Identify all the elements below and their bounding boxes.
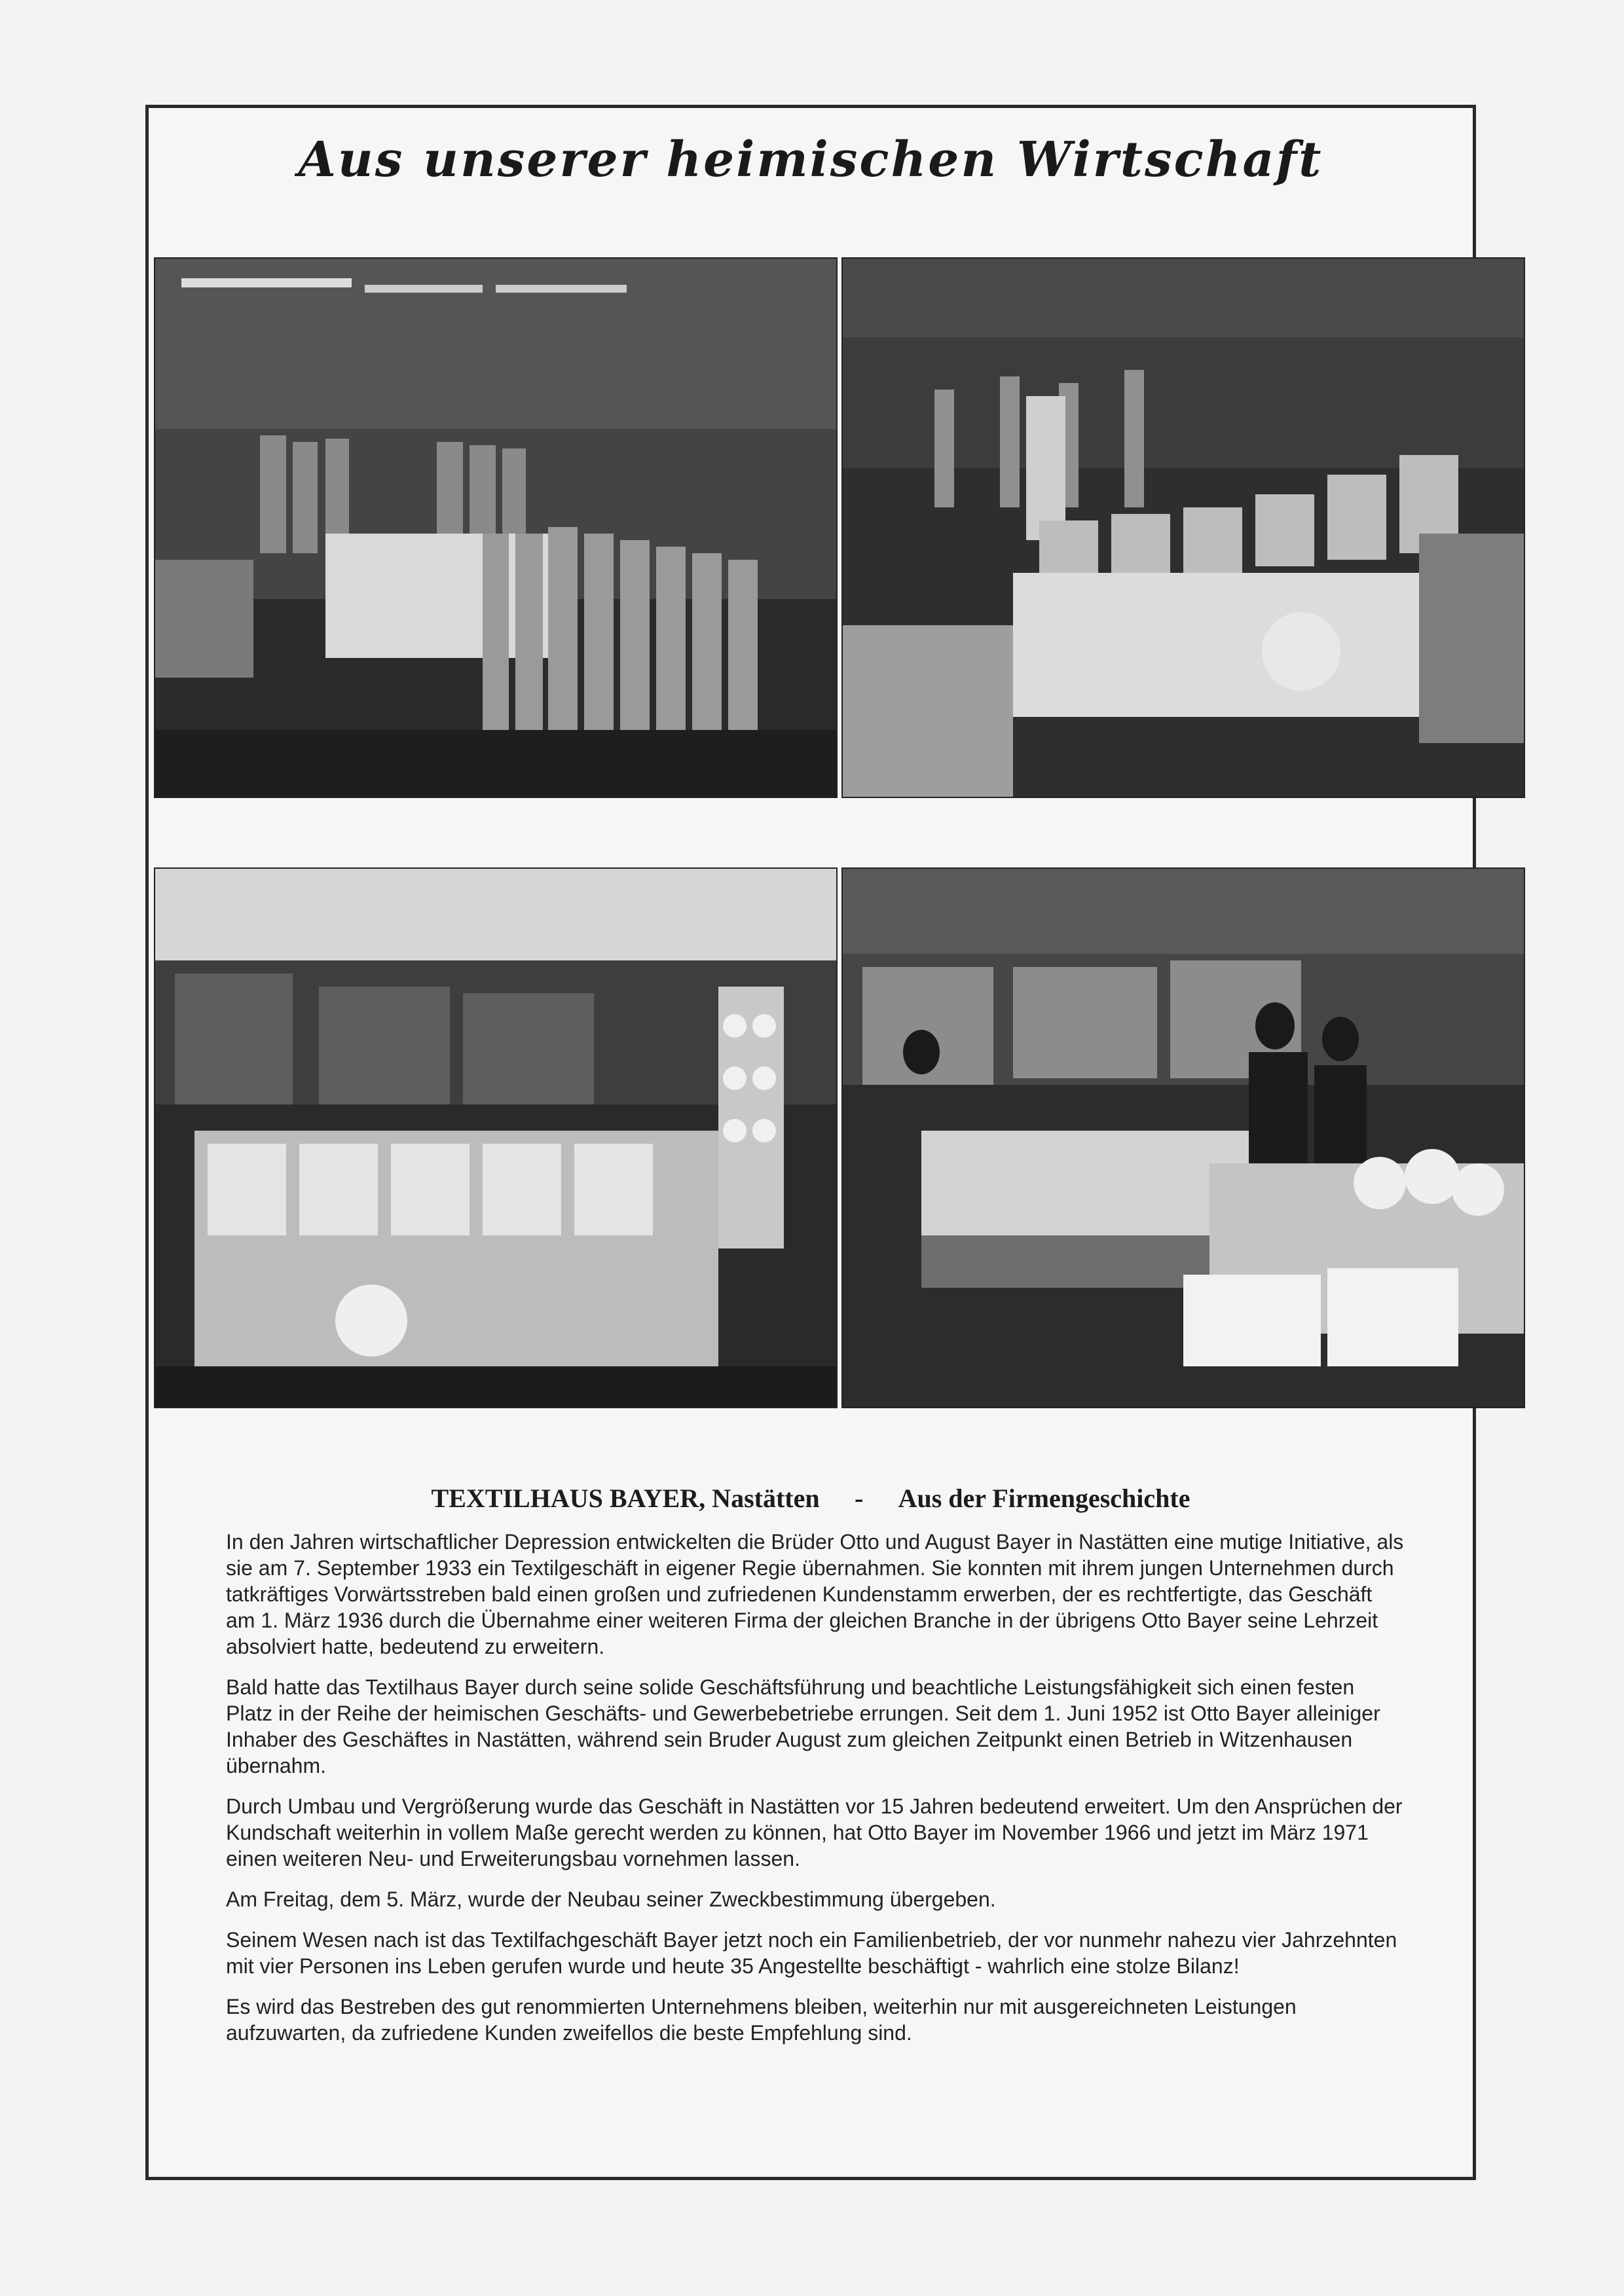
article-title-right: Aus der Firmengeschichte	[898, 1484, 1190, 1513]
store-photo-2	[841, 257, 1525, 798]
page-headline: Aus unserer heimischen Wirtschaft	[298, 132, 1323, 188]
article-frame	[145, 105, 1476, 2180]
article-body	[226, 1529, 1405, 2060]
article-paragraph: In den Jahren wirtschaftlicher Depression entwickelten die Brüder Otto und August Bayer in Nastätten eine mutige Initiative, als sie am 7. September 1933 ein Textilgeschäft in eigener Regie übernahmen. Sie konnten mit ihrem jungen Unternehmen durch tatkräftiges Vorwärtsstreben bald einen großen und zufriedenen Kundenstamm erwerben, der es rechtfertigte, das Geschäft am 1. März 1936 durch die Übernahme einer weiteren Firma der gleichen Branche in der übrigens Otto Bayer seine Lehrzeit absolviert hatte, bedeutend zu erweitern.	[226, 1530, 1404, 1658]
article-paragraph: Es wird das Bestreben des gut renommierten Unternehmens bleiben, weiterhin nur mit ausgereichneten Leistungen aufzuwarten, da zufriedene Kunden zweifellos die beste Empfehlung sind.	[226, 1995, 1297, 2045]
article-title-left: TEXTILHAUS BAYER, Nastätten	[431, 1484, 820, 1513]
article-paragraph: Am Freitag, dem 5. März, wurde der Neubau seiner Zweckbestimmung übergeben.	[226, 1887, 996, 1911]
store-photo-1	[154, 257, 838, 798]
article-paragraph: Bald hatte das Textilhaus Bayer durch seine solide Geschäftsführung und beachtliche Leistungsfähigkeit sich einen festen Platz in der Reihe der heimischen Geschäfts- und Gewerbebetriebe errungen. Seit dem 1. Juni 1952 ist Otto Bayer alleiniger Inhaber des Geschäftes in Nastätten, während sein Bruder August zum gleichen Zeitpunkt einen Betrieb in Witzenhausen übernahm.	[226, 1675, 1380, 1777]
article-title-separator: -	[854, 1484, 864, 1513]
store-photo-3	[154, 867, 838, 1408]
article-paragraph: Durch Umbau und Vergrößerung wurde das Geschäft in Nastätten vor 15 Jahren bedeutend erweitert. Um den Ansprüchen der Kundschaft weiterhin in vollem Maße gerecht werden zu können, hat Otto Bayer im November 1966 und jetzt im März 1971 einen weiteren Neu- und Erweiterungsbau vornehmen lassen.	[226, 1795, 1403, 1870]
article-paragraph: Seinem Wesen nach ist das Textilfachgeschäft Bayer jetzt noch ein Familienbetrieb, der vor nunmehr nahezu vier Jahrzehnten mit vier Personen ins Leben gerufen wurde und heute 35 Angestellte beschäftigt - wahrlich eine stolze Bilanz!	[226, 1928, 1397, 1978]
store-photo-4	[841, 867, 1525, 1408]
article-title	[149, 1483, 1473, 1514]
